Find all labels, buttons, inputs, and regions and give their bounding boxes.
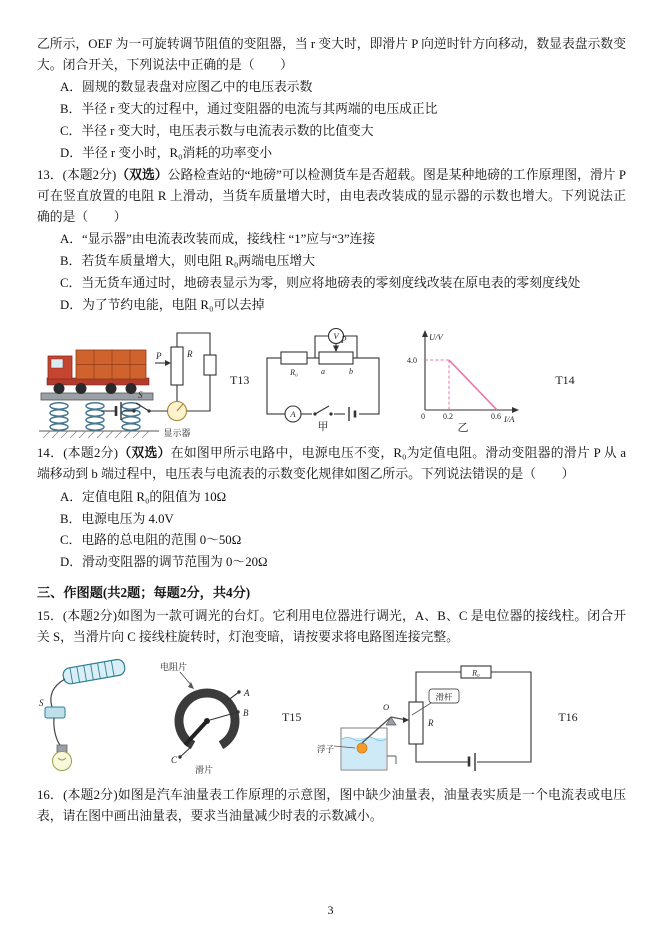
- graph-line: [425, 360, 497, 410]
- terminal-a-lead: [227, 692, 239, 701]
- q12-option-c: C．半径 r 变大时，电压表示数与电流表示数的比值变大: [60, 123, 374, 138]
- figure-row-13-14: [37, 321, 626, 439]
- label-float: 浮子: [317, 744, 335, 755]
- figure-row-15-16: [37, 653, 626, 781]
- figure-weighbridge: [37, 321, 222, 439]
- figure-graph-yi: [401, 328, 531, 432]
- label-rod: 滑杆: [435, 692, 453, 703]
- switch-blade: [136, 403, 149, 411]
- q13-option-a: A．“显示器”由电流表改装而成，接线柱 “1”应与“3”连接: [60, 232, 376, 247]
- caption-jia: 甲: [317, 421, 329, 433]
- page-number: 3: [327, 903, 334, 917]
- float-ball: [357, 743, 367, 753]
- terminal-c-dot: [178, 756, 181, 759]
- y-axis-arrow: [422, 330, 428, 337]
- q12-options: [37, 77, 626, 163]
- resistor-r-box: [409, 702, 423, 744]
- q13-option-c: C．当无货车通过时，地磅表显示为零，则应将地磅表的零刻度线改装在原电表的零刻度线处: [60, 275, 581, 290]
- switch-contact: [314, 413, 317, 416]
- terminal-a-dot: [237, 691, 240, 694]
- q13-options: [37, 229, 626, 315]
- figure-circuit-jia: [257, 328, 389, 432]
- q13-type: （双选）: [116, 168, 168, 183]
- label-s: S: [39, 698, 44, 709]
- q15-number: 15．(本题2分): [37, 609, 117, 624]
- label-b-end: b: [349, 367, 354, 377]
- q14-option-b: B．电源电压为 4.0V: [60, 511, 174, 526]
- resistor-r: [171, 347, 183, 385]
- label-wiper: 滑片: [194, 765, 214, 776]
- lamp-wire-bottom: [54, 718, 60, 745]
- terminal-b-dot: [236, 711, 239, 714]
- q15-text: 如图为一款可调光的台灯。它利用电位器进行调光，A、B、C 是电位器的接线柱。闭合开关 S，当滑片向 C 接线柱旋转时，灯泡变暗，请按要求将电路图连接完整。: [37, 609, 627, 644]
- x-axis-arrow: [512, 407, 519, 413]
- axes: [425, 334, 515, 410]
- label-pivot-o: O: [383, 702, 390, 713]
- q13-number: 13．(本题2分): [37, 168, 117, 183]
- q14-option-d: D．滑动变阻器的调节范围为 0～20Ω: [60, 554, 268, 569]
- q14-text: 在如图甲所示电路中，电源电压不变，R₀为定值电阻。滑动变阻器的滑片 P 从 a 端移动到 b 端过程中，电压表与电流表的示数变化规律如图乙所示。下列说法错误的是（ ）: [37, 446, 627, 482]
- truck-illustration: [47, 350, 149, 394]
- water: [342, 738, 386, 769]
- label-terminal-a: A: [244, 688, 250, 699]
- q13-option-d: D．为了节约电能，电阻 R₀可以去掉: [60, 297, 265, 312]
- label-ammeter: A: [290, 409, 296, 420]
- q12-option-a: A．圆规的数显表盘对应图乙中的电压表示数: [60, 80, 313, 95]
- q14-number: 14．(本题2分): [37, 446, 119, 461]
- lamp-tube: [62, 659, 126, 686]
- label-s: S: [138, 390, 143, 401]
- slider-arrowhead: [403, 717, 409, 723]
- caption-yi: 乙: [457, 422, 469, 433]
- figure-potentiometer: [142, 659, 274, 775]
- springs: [50, 403, 140, 430]
- q13-stem: [37, 165, 626, 227]
- label-display: 显示器: [163, 428, 191, 439]
- label-terminal-b: B: [243, 708, 249, 719]
- terminal-c-lead: [180, 747, 191, 757]
- section-3-title: 三、作图题(共2题；每题2分，共4分): [37, 584, 251, 600]
- q12-option-b: B．半径 r 变大的过程中，通过变阻器的电流与其两端的电压成正比: [60, 102, 438, 117]
- figure-fuel-gauge: [317, 658, 542, 776]
- switch-contact: [330, 413, 333, 416]
- q14-option-c: C．电路的总电阻的范围 0～50Ω: [60, 533, 242, 548]
- label-terminal-c: C: [171, 755, 178, 766]
- q14-type: （双选）: [118, 446, 171, 461]
- q12-option-d: D．半径 r 变小时，R₀消耗的功率变小: [60, 145, 273, 160]
- figure-tag-t14: T14: [555, 372, 575, 387]
- q16-text: 如图是汽车油量表工作原理的示意图，图中缺少油量表，油量表实质是一个电流表或电压表，请在图中画出油量表，要求当油量减少时表的示数减小。: [37, 788, 627, 824]
- figure-tag-t13: T13: [230, 372, 250, 387]
- page-content: [37, 32, 626, 829]
- q14-options: [37, 487, 626, 573]
- wiper-arm: [185, 721, 207, 745]
- scale-platform: [41, 393, 153, 400]
- bulb-base: [57, 745, 67, 752]
- resistor-r0: [204, 355, 216, 375]
- label-p: P: [341, 335, 347, 346]
- label-resistor-disc: 电阻片: [160, 662, 188, 673]
- figure-tag-t15: T15: [282, 709, 302, 724]
- lamp-switch: [45, 707, 65, 718]
- label-p: P: [156, 351, 162, 362]
- y-axis-label: U/V: [429, 332, 444, 343]
- q16-number: 16．(本题2分): [37, 788, 118, 803]
- y-tick-4: 4.0: [407, 356, 418, 366]
- x-axis-label: I/A: [504, 414, 515, 425]
- q14-option-a: A．定值电阻 R₀的阻值为 10Ω: [60, 489, 227, 504]
- q13-text: 公路检查站的“地磅”可以检测货车是否超载。图是某种地磅的工作原理图，滑片 P 可在竖直放置的电阻 R 上滑动，当货车质量增大时，由电表改装成的显示器的示数也增大。下列说法正确的是（ ）: [37, 168, 626, 224]
- lamp-wire-top: [51, 679, 65, 707]
- label-r0: R₀: [472, 668, 481, 678]
- x-tick-06: 0.6: [491, 412, 502, 422]
- label-r: R: [428, 718, 434, 729]
- tank-tap: [387, 756, 396, 764]
- ground-hatching: [43, 431, 149, 438]
- slider-lever: [391, 717, 404, 720]
- figure-lamp: [37, 653, 142, 781]
- switch-contact: [147, 410, 150, 413]
- wiper-arrowhead: [333, 346, 339, 353]
- label-voltmeter: V: [333, 331, 339, 342]
- q14-stem: [37, 443, 626, 484]
- rheostat-box: [319, 352, 353, 364]
- x-tick-0: 0: [421, 412, 426, 422]
- bulb: [53, 752, 72, 771]
- q12-stem: 乙所示，OEF 为一可旋转调节阻值的变阻器，当 r 变大时，即滑片 P 向逆时针方向移动，数显表盘示数变大。闭合开关，下列说法中正确的是（ ）: [37, 37, 626, 72]
- x-tick-02: 0.2: [443, 412, 454, 422]
- label-r0: R₀: [290, 368, 299, 378]
- switch-contact: [132, 410, 135, 413]
- q13-option-b: B．若货车质量增大，则电阻 R₀两端电压增大: [60, 254, 316, 269]
- label-a-end: a: [321, 367, 326, 377]
- q16-stem: [37, 785, 626, 826]
- resistor-r0-box: [281, 352, 307, 364]
- wiper-arrowhead: [165, 360, 171, 366]
- q15-stem: [37, 606, 626, 647]
- figure-tag-t16: T16: [558, 709, 578, 724]
- label-r: R: [187, 349, 193, 360]
